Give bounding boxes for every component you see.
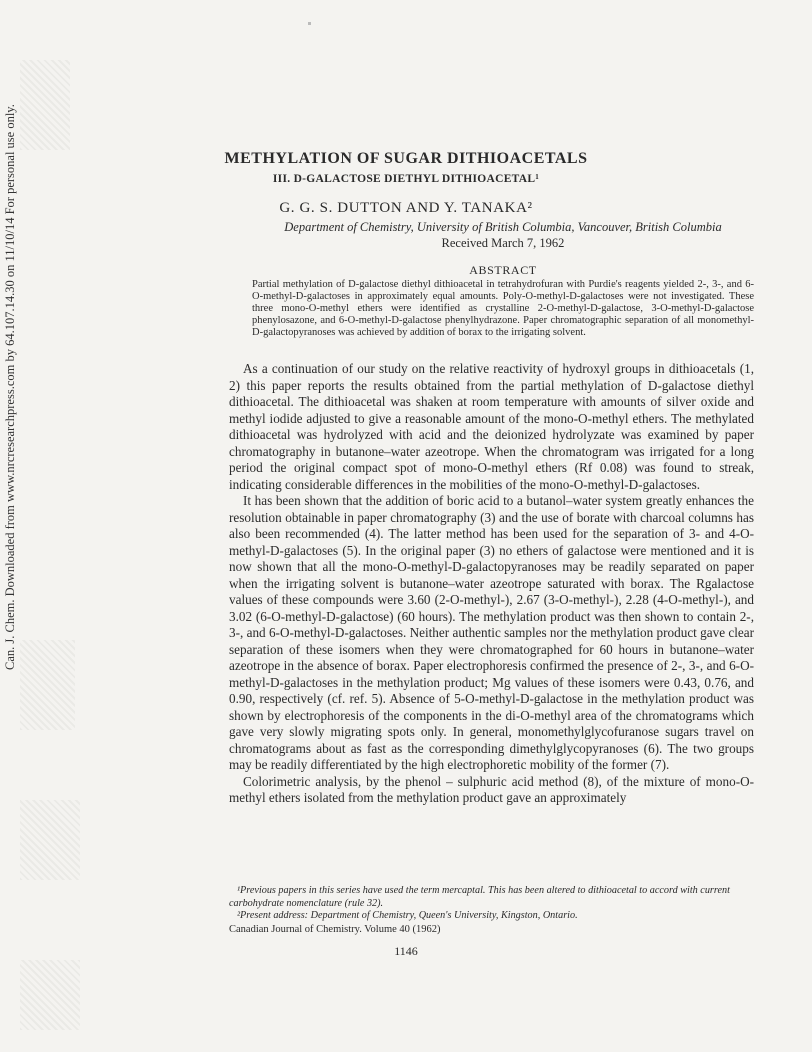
download-watermark-text: Can. J. Chem. Downloaded from www.nrcresearchpress.com by 64.107.14.30 on 11/10/14 For personal use only. <box>3 104 17 670</box>
scan-smudge-bottom <box>20 960 80 1030</box>
scan-smudge-low <box>20 800 80 880</box>
paper-title: METHYLATION OF SUGAR DITHIOACETALS <box>224 150 588 167</box>
footnote-2: ²Present address: Department of Chemistry, Queen's University, Kingston, Ontario. <box>237 910 578 921</box>
authors: G. G. S. DUTTON AND Y. TANAKA² <box>279 200 533 216</box>
journal-line: Canadian Journal of Chemistry. Volume 40 (1962) <box>229 924 441 935</box>
affiliation: Department of Chemistry, University of British Columbia, Vancouver, British Columbia <box>284 220 722 234</box>
paragraph-2: It has been shown that the addition of boric acid to a butanol–water system greatly enhances the resolution obtainable in paper chromatography (3) and the use of borate with charcoal columns has also been recommended (4). The latter method has been used for the separation of 3- and 4-O-methyl-D-galactoses (5). In the original paper (3) no ethers of galactose were mentioned and it is now shown that all the mono-O-methyl-D-galactopyranoses may be readily separated on paper when the irrigating solvent is butanone–water azeotrope saturated with borax. The Rgalactose values of these compounds were 3.60 (2-O-methyl-), 2.67 (3-O-methyl-), 2.28 (4-O-methyl-), and 3.02 (6-O-methyl-D-galactose) (60 hours). The methylation product was then shown to contain 2-, 3-, and 6-O-methyl-D-galactoses. Neither authentic samples nor the methylation product gave clear separation of these isomers when they were chromatographed for 60 hours in butanone–water azeotrope in the absence of borax. Paper electrophoresis confirmed the presence of 2-, 3-, and 6-O-methyl-D-galactoses in the methylation product; Mg values of these isomers were 0.43, 0.76, and 0.90, respectively (cf. ref. 5). Absence of 5-O-methyl-D-galactose in the methylation product was shown by electrophoresis of the components in the di-O-methyl area of the chromatograms which gave very slowly migrating spots only. In general, monomethylglycofuranose sugars travel on chromatograms about as fast as the corresponding dimethylglycopyranoses (6). The two groups may be readily differentiated by the high electrophoretic mobility of the former (7). <box>229 493 754 772</box>
scan-speck <box>308 22 311 25</box>
download-watermark <box>0 104 50 670</box>
abstract-text: Partial methylation of D-galactose diethyl dithioacetal in tetrahydrofuran with Purdie's reagents yielded 2-, 3-, and 6-O-methyl-D-galactoses in approximately equal amounts. Poly-O-methyl-D-galactoses were not investigated. These three mono-O-methyl ethers were identified as crystalline 2-O-methyl-D-galactose, 3-O-methyl-D-galactose phenylosazone, and 6-O-methyl-D-galactose phenylhydrazone. Paper chromatographic separation of all monomethyl-D-galactopyranoses was achieved by addition of borax to the irrigating solvent. <box>252 279 754 338</box>
scan-smudge-top <box>20 60 70 150</box>
received-date: Received March 7, 1962 <box>441 236 565 250</box>
page-number: 1146 <box>394 944 418 958</box>
body-text <box>229 361 754 807</box>
footnotes <box>229 885 754 923</box>
paper-subtitle: III. D-GALACTOSE DIETHYL DITHIOACETAL¹ <box>272 173 540 185</box>
paragraph-3: Colorimetric analysis, by the phenol – sulphuric acid method (8), of the mixture of mono-O-methyl ethers isolated from the methylation product gave an approximately <box>229 773 754 805</box>
abstract-heading: ABSTRACT <box>469 263 537 277</box>
footnote-1: ¹Previous papers in this series have used the term mercaptal. This has been altered to dithioacetal to accord with current carbohydrate nomenclature (rule 32). <box>229 885 730 909</box>
paragraph-1: As a continuation of our study on the relative reactivity of hydroxyl groups in dithioacetals (1, 2) this paper reports the results obtained from the partial methylation of D-galactose diethyl dithioacetal. The dithioacetal was shaken at room temperature with amounts of silver oxide and methyl iodide adjusted to give a reasonable amount of the mono-O-methyl ethers. The methylated dithioacetal was hydrolyzed with acid and the deionized hydrolyzate was examined by paper chromatography in butanone–water azeotrope. When the chromatogram was irrigated for a long period the original compact spot of mono-O-methyl ethers (Rf 0.08) was found to streak, indicating considerable differences in the mobilities of the mono-O-methyl-D-galactoses. <box>229 361 754 492</box>
